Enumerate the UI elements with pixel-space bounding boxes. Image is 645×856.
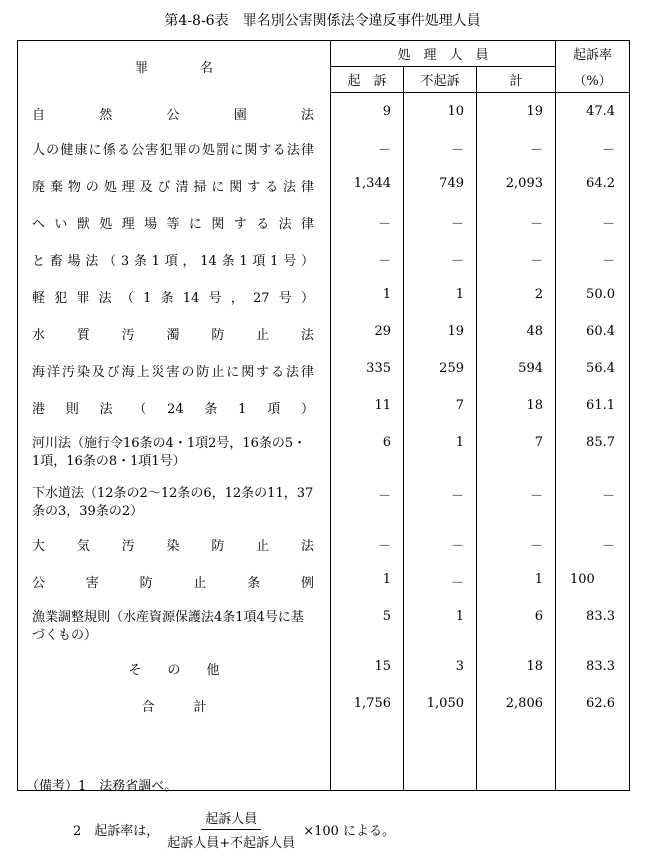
row-prosecuted: 1,756: [331, 687, 404, 724]
row-not-prosecuted: 7: [404, 389, 477, 426]
header-rate: 起訴率: [556, 41, 630, 67]
row-name: 漁業調整規則（水産資源保護法4条1項4号に基づくもの）: [18, 600, 331, 650]
row-name: へい獣処理場等に関する法律: [18, 204, 331, 241]
row-rate: 62.6: [556, 687, 630, 724]
row-rate: 83.3: [556, 650, 630, 687]
table-row: [18, 167, 630, 204]
row-not-prosecuted: －: [404, 241, 477, 278]
formula-denominator: 起訴人員+不起訴人員: [167, 836, 296, 851]
row-total: 6: [477, 600, 556, 650]
row-name: 港則法（24条1項）: [18, 389, 331, 426]
row-name: 軽犯罪法（1条14号，27号）: [18, 278, 331, 315]
row-name: 大気汚染防止法: [18, 526, 331, 563]
table-row: [18, 563, 630, 600]
row-name: 下水道法（12条の2～12条の6，12条の11，37条の3，39条の2）: [18, 476, 331, 526]
row-not-prosecuted: 3: [404, 650, 477, 687]
row-prosecuted: －: [331, 241, 404, 278]
row-total: 2,806: [477, 687, 556, 724]
row-total: 18: [477, 650, 556, 687]
row-prosecuted: 5: [331, 600, 404, 650]
table-row: [18, 204, 630, 241]
row-rate: 85.7: [556, 426, 630, 476]
row-not-prosecuted: 1: [404, 600, 477, 650]
row-name: 公害防止条例: [18, 563, 331, 600]
row-total: －: [477, 241, 556, 278]
note-2-prefix: 2 起訴率は，: [73, 824, 160, 839]
row-rate: 83.3: [556, 600, 630, 650]
table-row: [18, 526, 630, 563]
row-prosecuted: －: [331, 526, 404, 563]
row-name: 廃棄物の処理及び清掃に関する法律: [18, 167, 331, 204]
table-row: [18, 241, 630, 278]
note-2: [73, 808, 395, 851]
row-name: 人の健康に係る公害犯罪の処罰に関する法律: [18, 130, 331, 167]
row-total: －: [477, 476, 556, 526]
row-not-prosecuted: －: [404, 563, 477, 600]
row-total: 594: [477, 352, 556, 389]
table-row: [18, 476, 630, 526]
header-people: 処 理 人 員: [331, 41, 556, 67]
row-total: －: [477, 204, 556, 241]
row-total: －: [477, 130, 556, 167]
table-row: [18, 352, 630, 389]
rate-formula-fraction: [167, 808, 295, 851]
row-not-prosecuted: 1: [404, 278, 477, 315]
row-rate: －: [556, 241, 630, 278]
row-total: 2,093: [477, 167, 556, 204]
row-rate: －: [556, 204, 630, 241]
header-total: 計: [477, 67, 556, 93]
row-name: 水質汚濁防止法: [18, 315, 331, 352]
row-not-prosecuted: 259: [404, 352, 477, 389]
row-not-prosecuted: 19: [404, 315, 477, 352]
row-not-prosecuted: 1,050: [404, 687, 477, 724]
row-total: 2: [477, 278, 556, 315]
row-rate: －: [556, 130, 630, 167]
row-total: 19: [477, 93, 556, 130]
row-rate: 47.4: [556, 93, 630, 130]
row-rate: 56.4: [556, 352, 630, 389]
row-prosecuted: 15: [331, 650, 404, 687]
row-not-prosecuted: －: [404, 130, 477, 167]
row-prosecuted: 1,344: [331, 167, 404, 204]
row-rate: 50.0: [556, 278, 630, 315]
row-total: 7: [477, 426, 556, 476]
row-name-total: 合 計: [18, 687, 331, 724]
row-name: と畜場法（3条1項，14条1項1号）: [18, 241, 331, 278]
row-rate: 64.2: [556, 167, 630, 204]
row-prosecuted: 9: [331, 93, 404, 130]
row-prosecuted: －: [331, 204, 404, 241]
row-not-prosecuted: －: [404, 204, 477, 241]
row-not-prosecuted: 749: [404, 167, 477, 204]
row-prosecuted: 1: [331, 563, 404, 600]
row-name: 河川法（施行令16条の4・1項2号，16条の5・1項，16条の8・1項1号）: [18, 426, 331, 476]
row-rate: 61.1: [556, 389, 630, 426]
row-total: 1: [477, 563, 556, 600]
table-row: [18, 315, 630, 352]
table-row: [18, 130, 630, 167]
crime-table: [17, 40, 630, 791]
header-prosecuted: 起 訴: [331, 67, 404, 93]
row-not-prosecuted: －: [404, 476, 477, 526]
row-name: 海洋汚染及び海上災害の防止に関する法律: [18, 352, 331, 389]
row-prosecuted: 335: [331, 352, 404, 389]
row-prosecuted: 1: [331, 278, 404, 315]
row-name-other: そ の 他: [18, 650, 331, 687]
row-rate: －: [556, 526, 630, 563]
header-not-prosecuted: 不起訴: [404, 67, 477, 93]
table-row: [18, 650, 630, 687]
note-1: （備考）1 法務省調べ。: [26, 779, 178, 794]
row-not-prosecuted: 1: [404, 426, 477, 476]
table-row: [18, 426, 630, 476]
table-title: 第4-8-6表 罪名別公害関係法令違反事件処理人員: [164, 13, 481, 29]
row-not-prosecuted: －: [404, 526, 477, 563]
table-row: [18, 93, 630, 130]
table-row: [18, 600, 630, 650]
row-prosecuted: 29: [331, 315, 404, 352]
note-2-suffix: ×100 による。: [303, 824, 396, 839]
row-prosecuted: 11: [331, 389, 404, 426]
row-not-prosecuted: 10: [404, 93, 477, 130]
table-row-total: [18, 687, 630, 724]
row-total: 18: [477, 389, 556, 426]
row-rate: －: [556, 476, 630, 526]
table-row: [18, 278, 630, 315]
header-rate-unit: （%）: [556, 67, 630, 93]
table-row: [18, 389, 630, 426]
row-prosecuted: －: [331, 130, 404, 167]
row-rate: 100: [556, 563, 630, 600]
row-prosecuted: －: [331, 476, 404, 526]
row-prosecuted: 6: [331, 426, 404, 476]
row-total: 48: [477, 315, 556, 352]
row-name: 自然公園法: [18, 93, 331, 130]
row-rate: 60.4: [556, 315, 630, 352]
formula-numerator: 起訴人員: [201, 808, 261, 830]
header-crime: 罪 名: [18, 41, 331, 93]
row-total: －: [477, 526, 556, 563]
